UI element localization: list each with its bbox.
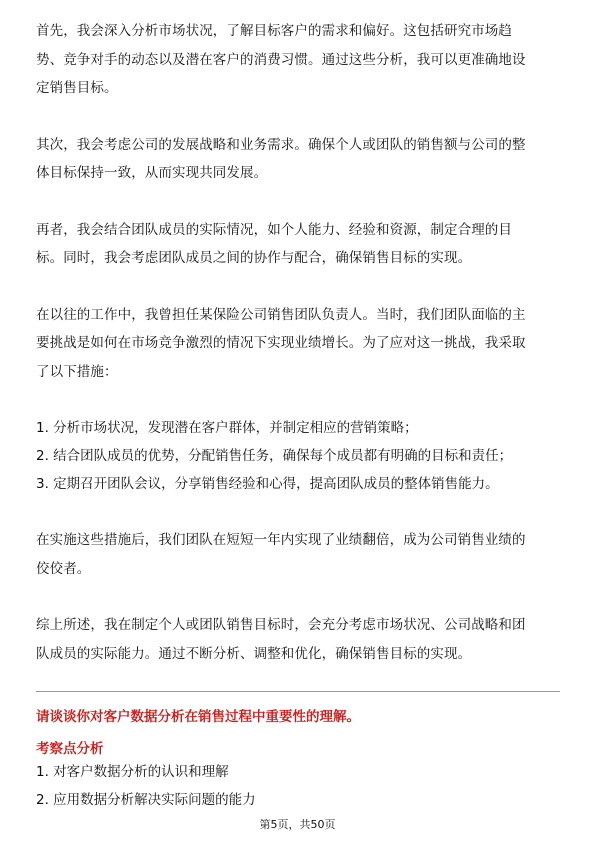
list-item: 1. 分析市场状况，发现潜在客户群体，并制定相应的营销策略； [36,420,418,436]
page-number: 第5页，共50页 [259,818,336,831]
text-line: 在以往的工作中，我曾担任某保险公司销售团队负责人。当时，我们团队面临的主 [36,306,526,323]
text-line: 其次，我会考虑公司的发展战略和业务需求。确保个人或团队的销售额与公司的整 [36,136,526,153]
list-item: 2. 应用数据分析解决实际问题的能力 [36,792,256,808]
section-title: 考察点分析 [36,741,104,757]
paragraph-company-strategy [36,131,560,188]
paragraph-summary [36,611,560,668]
text-line: 标。同时，我会考虑团队成员之间的协作与配合，确保销售目标的实现。 [36,250,472,266]
text-line: 综上所述，我在制定个人或团队销售目标时，会充分考虑市场状况、公司战略和团 [36,617,526,633]
answer-body [36,17,560,668]
text-line: 要挑战是如何在市场竞争激烈的情况下实现业绩增长。为了应对这一挑战，我采取 [36,335,526,351]
text-line: 势、竞争对手的动态以及潜在客户的消费习惯。通过这些分析，我可以更准确地设 [36,51,526,68]
paragraph-team-situation [36,216,560,273]
list-item: 1. 对客户数据分析的认识和理解 [36,764,229,780]
list-item: 3. 定期召开团队会议，分享销售经验和心得，提高团队成员的整体销售能力。 [36,476,499,492]
interview-question: 请谈谈你对客户数据分析在销售过程中重要性的理解。 [36,709,360,725]
list-item: 2. 结合团队成员的优势，分配销售任务，确保每个成员都有明确的目标和责任； [36,448,513,464]
text-line: 队成员的实际能力。通过不断分析、调整和优化，确保销售目标的实现。 [36,645,472,662]
text-line: 了以下措施： [36,363,118,380]
text-line: 在实施这些措施后，我们团队在短短一年内实现了业绩翻倍，成为公司销售业绩的 [36,532,526,548]
text-line: 佼佼者。 [36,560,91,577]
measures-list [36,414,560,498]
assessment-points-list [36,758,256,814]
text-line: 体目标保持一致，从而实现共同发展。 [36,165,268,181]
section-divider [36,691,560,692]
paragraph-results [36,526,560,583]
text-line: 定销售目标。 [36,80,118,96]
paragraph-past-experience [36,301,560,387]
text-line: 再者，我会结合团队成员的实际情况，如个人能力、经验和资源，制定合理的目 [36,221,512,238]
paragraph-market-analysis [36,17,560,103]
text-line: 首先，我会深入分析市场状况，了解目标客户的需求和偏好。这包括研究市场趋 [36,23,512,39]
